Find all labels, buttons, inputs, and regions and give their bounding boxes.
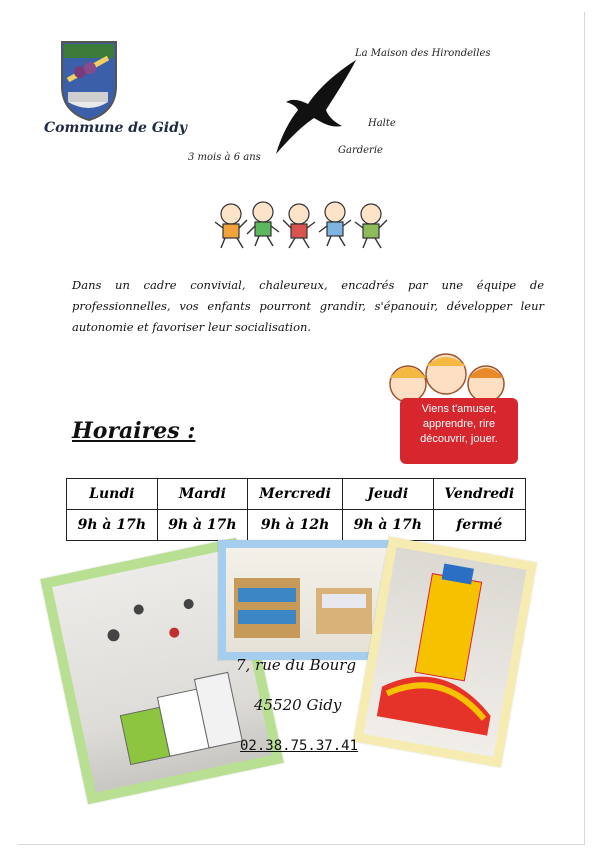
kids-illustration-icon [215,200,395,252]
address-city: 45520 Gidy [254,696,342,714]
commune-crest-icon [60,40,118,122]
hours-table [66,478,526,541]
day-friday: Vendredi [433,479,525,510]
halte-label: Halte [368,118,396,129]
hours-title: Horaires : [72,418,196,444]
hours-times-row [67,510,526,541]
kids-poster [380,350,522,470]
time-friday: fermé [433,510,525,541]
time-monday: 9h à 17h [67,510,158,541]
commune-name: Commune de Gidy [44,120,188,136]
poster-line-2: apprendre, rire [422,418,496,430]
time-wednesday: 9h à 12h [248,510,343,541]
intro-paragraph: Dans un cadre convivial, chaleureux, encadrés par une équipe de professionnelles, vos enfants pourront grandir, s'épanouir, développer leur autonomie et favoriser leur socialisation. [72,278,544,334]
poster-line-1: Viens t'amuser, [421,403,497,415]
hours-days-row [67,479,526,510]
time-thursday: 9h à 17h [342,510,433,541]
structure-name: La Maison des Hirondelles [355,48,491,59]
address-street: 7, rue du Bourg [236,656,357,674]
day-thursday: Jeudi [342,479,433,510]
poster-line-3: découvrir, jouer. [420,433,498,445]
toy-garage-icon [364,547,527,757]
day-wednesday: Mercredi [248,479,343,510]
garderie-label: Garderie [338,145,383,156]
toy-shelves-icon [226,548,390,652]
time-tuesday: 9h à 17h [157,510,248,541]
phone-number[interactable]: 02.38.75.37.41 [240,738,359,754]
age-range: 3 mois à 6 ans [188,152,261,163]
poster-slogan [400,398,518,464]
day-monday: Lundi [67,479,158,510]
swallow-icon [270,58,360,158]
day-tuesday: Mardi [157,479,248,510]
